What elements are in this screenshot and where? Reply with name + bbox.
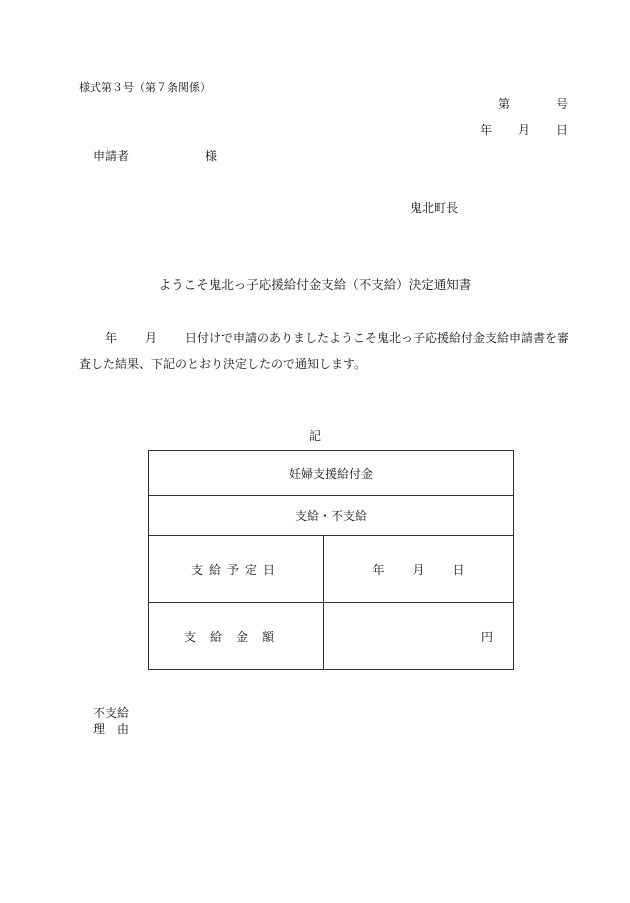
payment-date-year: 年 (372, 562, 385, 577)
form-number: 様式第３号（第７条関係） (79, 81, 211, 94)
doc-number-go: 号 (555, 97, 568, 111)
issue-date-year: 年 (479, 123, 492, 137)
reason-line2: 理由 (93, 722, 142, 736)
amount-label-cell (149, 603, 324, 670)
decision-table (148, 450, 514, 670)
body-year: 年 (105, 331, 118, 345)
payment-date-day: 日 (452, 562, 465, 577)
issue-date-day: 日 (555, 123, 568, 137)
table-row (149, 536, 514, 603)
reason-label (93, 705, 141, 737)
reason-line1: 不支給 (93, 706, 130, 720)
body-month: 月 (145, 331, 158, 345)
body-text (79, 325, 579, 377)
issue-date (480, 121, 568, 138)
applicant-label: 申請者 (93, 149, 130, 163)
payment-date-month: 月 (412, 562, 425, 577)
issue-date-month: 月 (517, 123, 530, 137)
table-row (149, 603, 514, 670)
amount-cell (324, 603, 514, 670)
payment-date-cell (324, 536, 514, 603)
payment-date-label: 支給予定日 (190, 562, 281, 577)
document-title: ようこそ鬼北っ子応援給付金支給（不支給）決定通知書 (158, 277, 472, 292)
table-row (149, 496, 514, 536)
applicant-line (93, 147, 217, 164)
applicant-honorific: 様 (205, 149, 218, 163)
decision-cell: 支給・不支給 (149, 496, 514, 536)
amount-unit: 円 (480, 629, 493, 644)
amount-label: 支給金額 (183, 629, 288, 644)
table-row (149, 451, 514, 496)
benefit-type-cell: 妊婦支援給付金 (149, 451, 514, 496)
doc-number-dai: 第 (497, 97, 510, 111)
sender: 鬼北町長 (410, 201, 459, 215)
document-number (498, 95, 568, 112)
body-sentence: 日付けで申請のありましたようこそ鬼北っ子応援給付金支給申請書を審査した結果、下記のとおり決定したので通知します。 (79, 331, 570, 371)
ki-heading: 記 (308, 429, 321, 443)
payment-date-label-cell (149, 536, 324, 603)
